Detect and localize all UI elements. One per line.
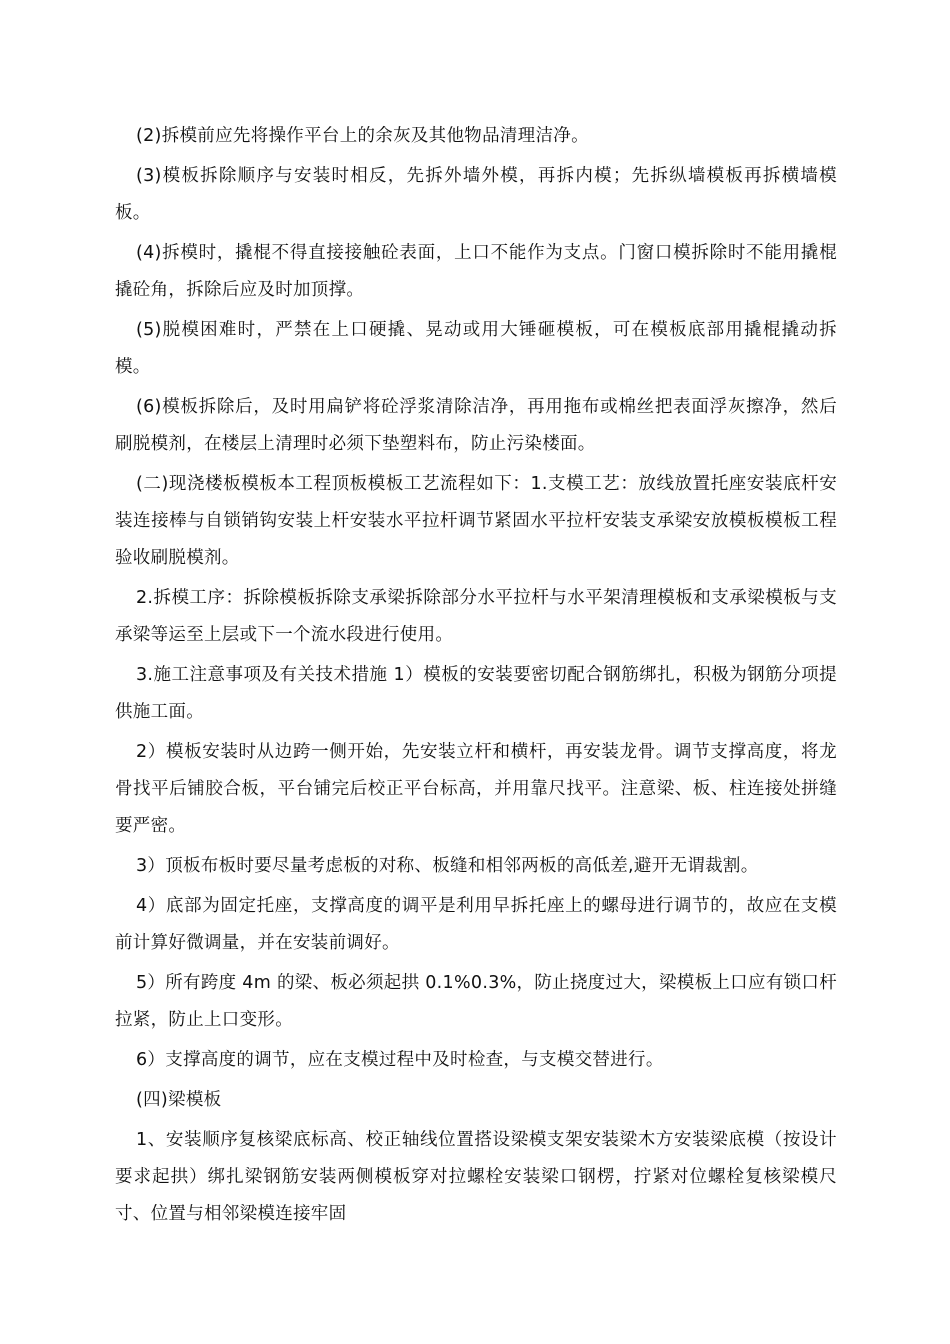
paragraph-11: 4）底部为固定托座，支撑高度的调平是利用早拆托座上的螺母进行调节的，故应在支模前计算好微调量，并在安装前调好。	[115, 896, 837, 953]
paragraph-4: (5)脱模困难时，严禁在上口硬撬、晃动或用大锤砸模板，可在模板底部用撬棍撬动拆模。	[115, 320, 837, 377]
paragraph-2: (3)模板拆除顺序与安装时相反，先拆外墙外模，再拆内模；先拆纵墙模板再拆横墙模板。	[115, 166, 837, 223]
paragraph-1: (2)拆模前应先将操作平台上的余灰及其他物品清理洁净。	[136, 126, 589, 146]
paragraph-5: (6)模板拆除后，及时用扁铲将砼浮浆清除洁净，再用拖布或棉丝把表面浮灰擦净，然后刷脱模剂，在楼层上清理时必须下垫塑料布，防止污染楼面。	[115, 397, 837, 454]
paragraph-7: 2.拆模工序：拆除模板拆除支承梁拆除部分水平拉杆与水平架清理模板和支承梁模板与支承梁等运至上层或下一个流水段进行使用。	[115, 588, 837, 645]
paragraph-12: 5）所有跨度 4m 的梁、板必须起拱 0.1%0.3%，防止挠度过大，梁模板上口应有锁口杆拉紧，防止上口变形。	[115, 973, 837, 1030]
paragraph-8: 3.施工注意事项及有关技术措施 1）模板的安装要密切配合钢筋绑扎，积极为钢筋分项提供施工面。	[115, 665, 837, 722]
paragraph-9: 2）模板安装时从边跨一侧开始，先安装立杆和横杆，再安装龙骨。调节支撑高度，将龙骨找平后铺胶合板，平台铺完后校正平台标高，并用靠尺找平。注意梁、板、柱连接处拼缝要严密。	[115, 742, 837, 836]
document-body	[115, 118, 837, 1236]
paragraph-10: 3）顶板布板时要尽量考虑板的对称、板缝和相邻两板的高低差,避开无谓裁割。	[136, 856, 759, 876]
paragraph-6: (二)现浇楼板模板本工程顶板模板工艺流程如下：1.支模工艺：放线放置托座安装底杆安装连接棒与自锁销钩安装上杆安装水平拉杆调节紧固水平拉杆安装支承梁安放模板模板工程验收刷脱模剂。	[115, 474, 837, 568]
paragraph-15: 1、安装顺序复核梁底标高、校正轴线位置搭设梁模支架安装梁木方安装梁底模（按设计要求起拱）绑扎梁钢筋安装两侧模板穿对拉螺栓安装梁口钢楞，拧紧对位螺栓复核梁模尺寸、位置与相邻梁模连接牢固	[115, 1130, 837, 1224]
paragraph-3: (4)拆模时，撬棍不得直接接触砼表面，上口不能作为支点。门窗口模拆除时不能用撬棍撬砼角，拆除后应及时加顶撑。	[115, 243, 837, 300]
section-heading-beam-formwork: (四)梁模板	[136, 1090, 222, 1110]
paragraph-13: 6）支撑高度的调节，应在支模过程中及时检查，与支模交替进行。	[136, 1050, 664, 1070]
